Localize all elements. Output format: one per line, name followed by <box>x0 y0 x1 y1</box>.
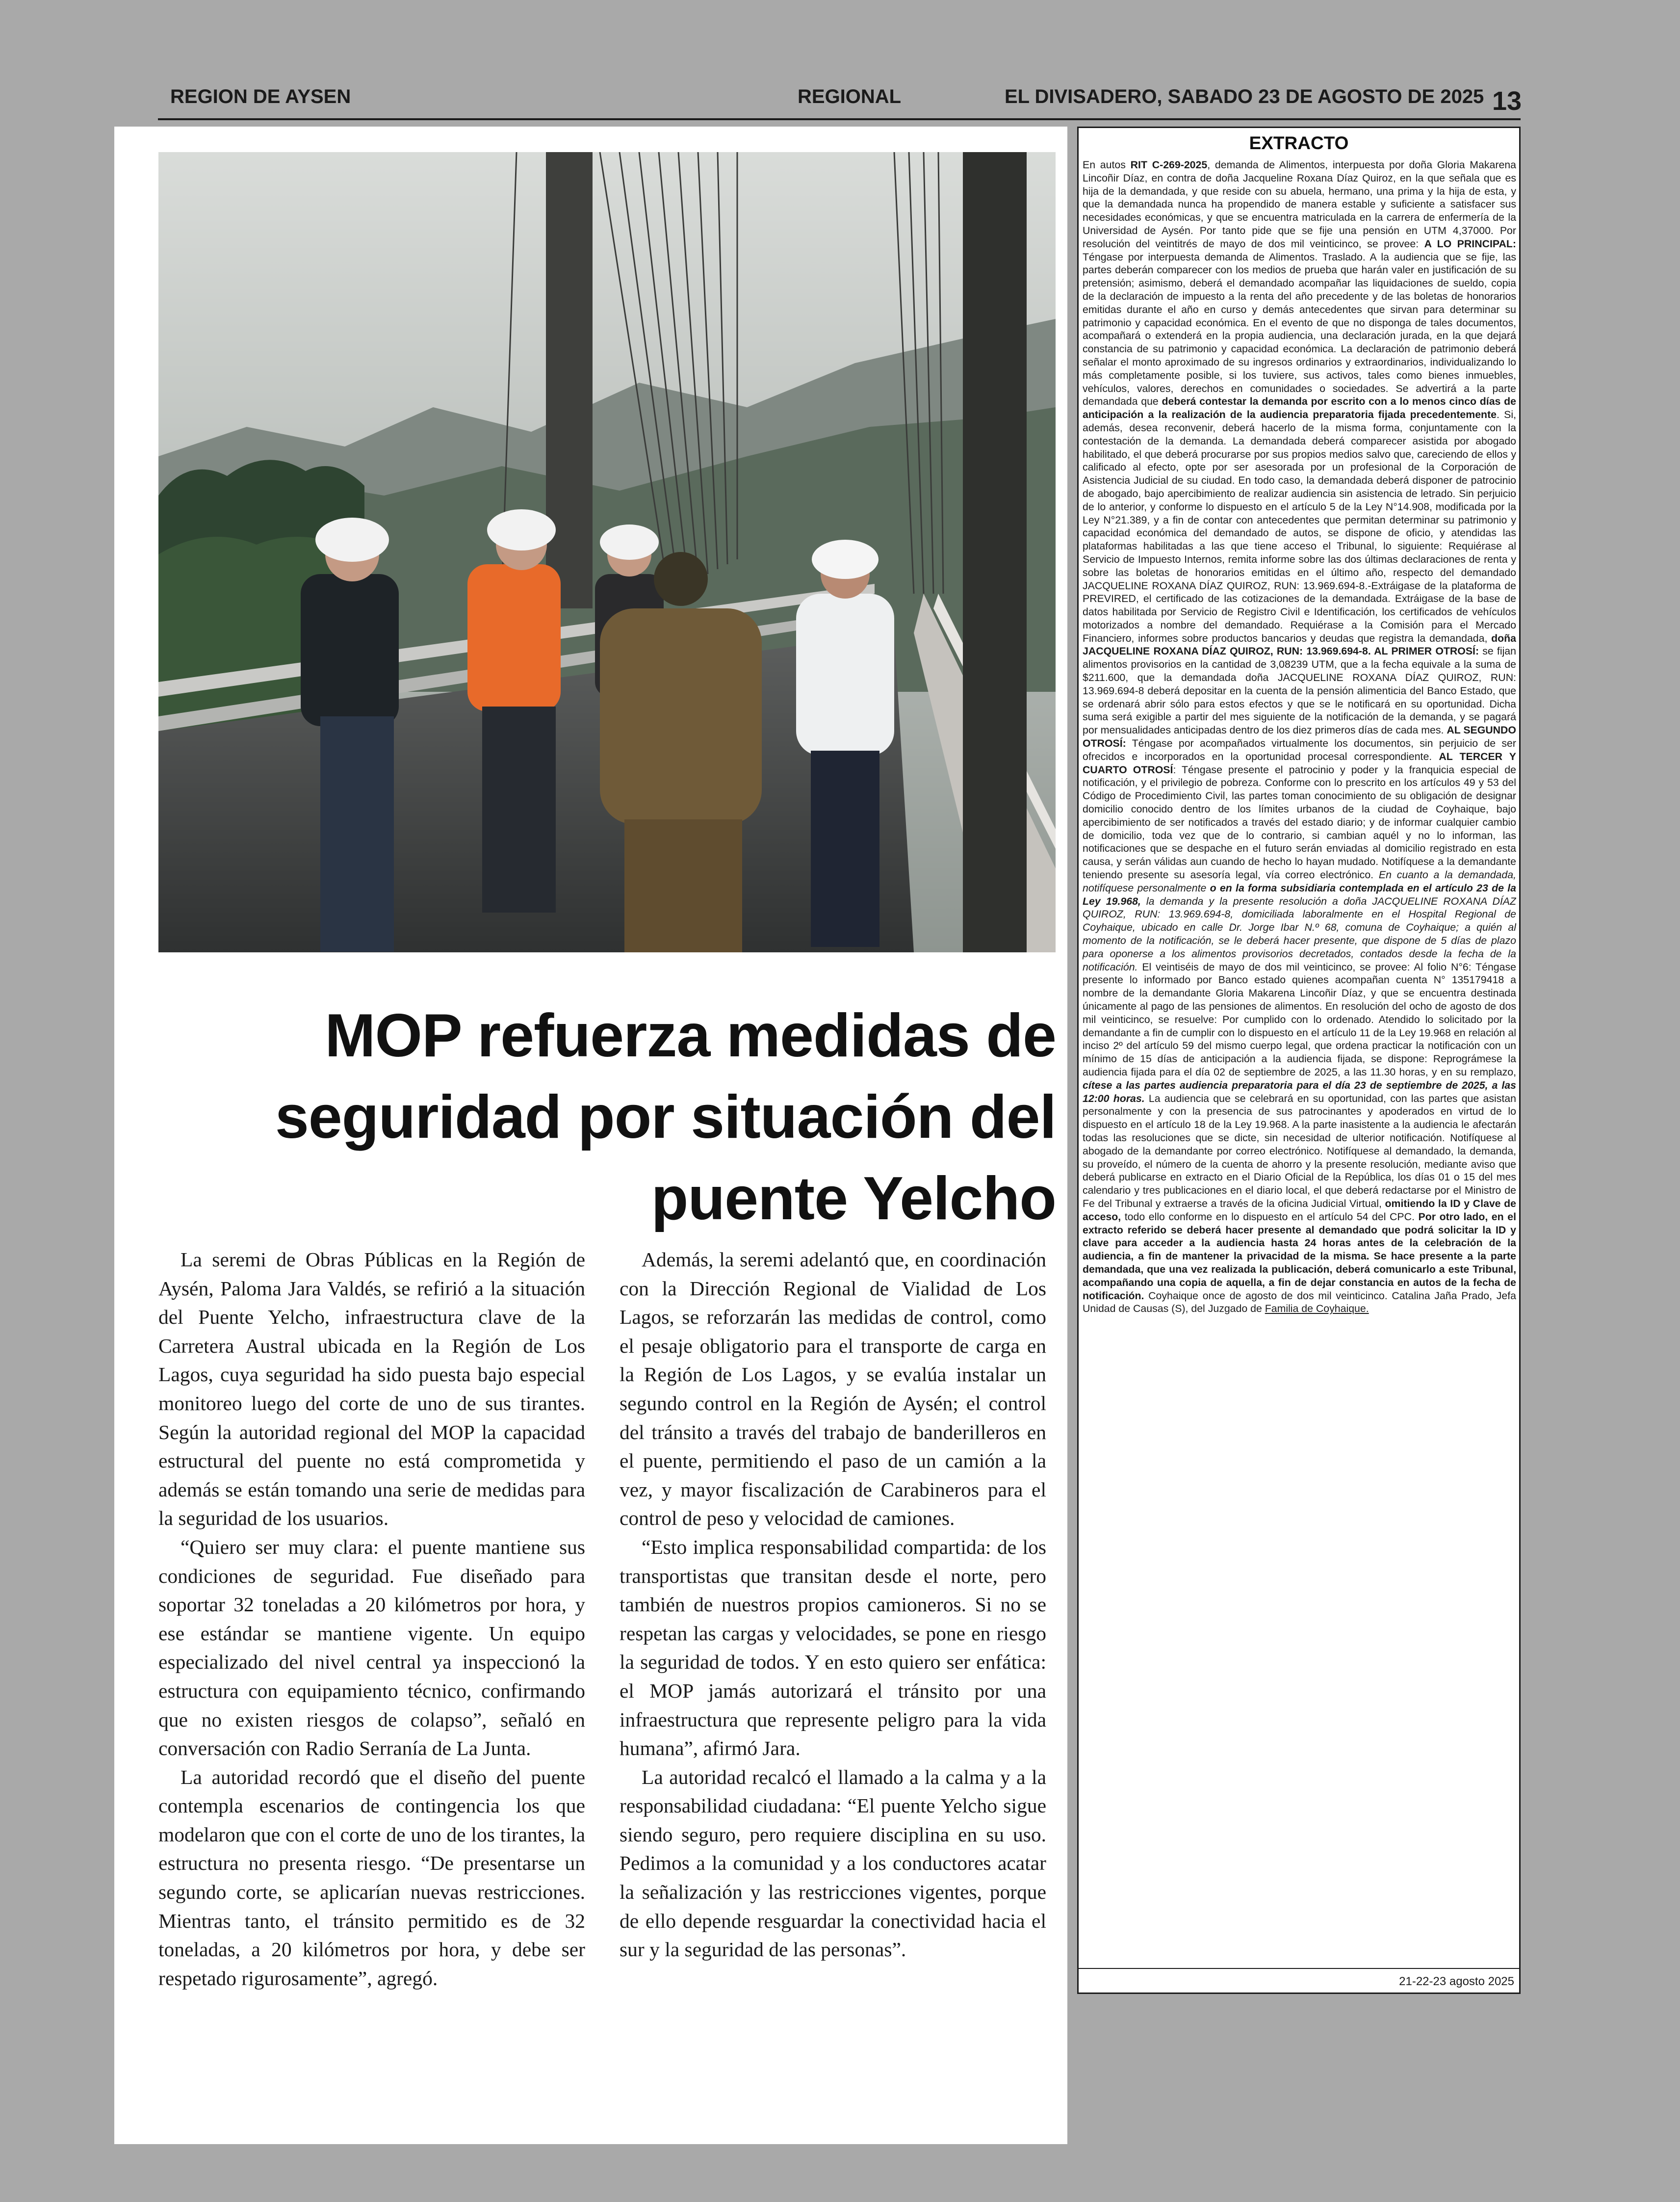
extracto-title: EXTRACTO <box>1249 133 1349 153</box>
paragraph: Además, la seremi adelantó que, en coordinación con la Dirección Regional de Vialidad de Los Lagos, se reforzarán las medidas de control, como el pesaje obligatorio para el transporte de carga en la Región de Los Lagos, y se evalúa instalar un segundo control en la Región de Aysén; el control del tránsito a través del trabajo de banderilleros en el puente, permitiendo el paso de un camión a la vez, y mayor fiscalización de Carabineros para el control de peso y velocidad de camiones. <box>620 1248 1046 1530</box>
page-number: 13 <box>1492 86 1522 116</box>
extracto-body <box>1083 158 1516 1935</box>
headline <box>188 995 1056 1239</box>
extracto-text-segment: Téngase por acompañados virtualmente los documentos, sin perjuicio de ser ofrecidos e incorporados en la oportunidad procesal correspondiente. <box>1083 737 1516 762</box>
article-column-1 <box>158 1245 585 1992</box>
extracto-rule <box>1079 1968 1519 1969</box>
page-header <box>157 86 1521 121</box>
extracto-text-segment: . Si, además, desea reconvenir, deberá hacerlo de la misma forma, conjuntamente con la contestación de la demanda. La demandada deberá comparecer asistida por abogado habilitado, el que deberá procurarse por sus propios medios salvo que, careciendo de ellos y calificado al efecto, opte por ser asesorada por un profesional de la Corporación de Asistencia Judicial de su ciudad. En todo caso, la demandada deberá disponer de patrocinio de abogado, bajo apercibimiento de realizar audiencia sin asistencia de letrado. Sin perjuicio de lo anterior, y conforme lo dispuesto en el artículo 5 de la Ley N°14.908, modificada por la Ley N°21.389, y a fin de contar con antecedentes que permitan determinar su patrimonio y capacidad económica del demandado de autos, se dispone de oficio, y atendidas las plataformas habilitadas a las que tiene acceso el Tribunal, lo siguiente: Requiérase al Servicio de Impuesto Internos, remita informe sobre las dos últimas declaraciones de renta y sobre las boletas de honorarios emitidas en el último año, respecto del demandado JACQUELINE ROXANA DÍAZ QUIROZ, RUN: 13.969.694-8.-Extráigase de la plataforma de PREVIRED, el certificado de las cotizaciones de la demandada. Extráigase de la base de datos habilitada por Servicio de Registro Civil e Identificación, los certificados de vehículos motorizados a nombre del demandado. Requiérase a la Comisión para el Mercado Financiero, informes sobre productos bancarios y deudas que registra la demandada, <box>1083 409 1516 644</box>
extracto-text-segment: omitiendo la ID y Clave de acceso, <box>1083 1197 1516 1223</box>
extracto-text-segment: Por otro lado, en el extracto referido se deberá hacer presente al demandado que podrá solicitar la ID y clave para acceder a la audiencia hasta 24 horas antes de la celebración de la audiencia, a fin de mantener la privacidad de la misma. Se hace presente a la parte demandada, que una vez realizada la publicación, deberá comunicarlo a este Tribunal, acompañando una copia de aquella, a fin de dejar constancia en autos de la fecha de notificación. <box>1083 1210 1516 1302</box>
headline-line-1: MOP refuerza medidas de <box>325 1002 1056 1070</box>
article-photo <box>158 152 1056 952</box>
extracto-text-segment: RIT C-269-2025 <box>1130 159 1208 171</box>
paragraph: “Esto implica responsabilidad compartida: de los transportistas que transitan desde el norte, pero también de nuestros propios camioneros. Si no se respetan las cargas y velocidades, se pone en riesgo la seguridad de todos. Y en esto quiero ser enfática: el MOP jamás autorizará el tránsito por una infraestructura que represente peligro para la vida humana”, afirmó Jara. <box>620 1535 1046 1760</box>
paragraph: La seremi de Obras Públicas en la Región de Aysén, Paloma Jara Valdés, se refirió a la situación del Puente Yelcho, infraestructura clave de la Carretera Austral ubicada en la Región de Los Lagos, cuya seguridad ha sido puesta bajo especial monitoreo luego del corte de uno de sus tirantes. Según la autoridad regional del MOP la capacidad estructural del puente no está comprometida y además se están tomando una serie de medidas para la seguridad de los usuarios. <box>158 1248 585 1530</box>
headline-line-3: puente Yelcho <box>651 1165 1056 1232</box>
extracto-text-segment: cítese a las partes audiencia preparatoria para el día 23 de septiembre de 2025, a las 12:00 horas. <box>1083 1079 1516 1104</box>
paragraph: La autoridad recalcó el llamado a la calma y a la responsabilidad ciudadana: “El puente Yelcho sigue siendo seguro, pero requiere disciplina en su uso. Pedimos a la comunidad y a los conductores acatar la señalización y las restricciones vigentes, porque de ello depende resguardar la conectividad hacia el sur y la seguridad de las personas”. <box>620 1765 1046 1961</box>
extracto-text-segment: o en la forma subsidiaria contemplada en el artículo 23 de la Ley 19.968, <box>1083 882 1516 907</box>
section-label: REGION DE AYSEN <box>170 86 351 107</box>
header-rule <box>158 118 1521 120</box>
extracto-text-segment: deberá contestar la demanda por escrito con a lo menos cinco días de anticipación a la realización de la audiencia preparatoria fijada precedentemente <box>1083 395 1516 421</box>
extracto-text-segment: AL TERCER Y CUARTO OTROSÍ <box>1083 750 1516 776</box>
bridge-photo-illustration <box>158 152 1056 952</box>
extracto-text-segment: La audiencia que se celebrará en su oportunidad, con las partes que asistan personalmente y con la presencia de sus patrocinantes y apoderados en virtud de lo dispuesto en el artículo 18 de la Ley 19.968. A la parte inasistente a la audiencia le afectarán todas las resoluciones que se dicte, sin necesidad de ulterior notificación. Notifíquese al abogado de la demandante por correo electrónico. Notifíquese al demandado, la demanda, su proveído, el número de la cuenta de ahorro y la presente resolución, mediante aviso que deberá publicarse en extracto en el Diario Oficial de la República, los días 01 o 15 del mes calendario y tres publicaciones en el diario local, el que deberá redactarse por el Ministro de Fe del Tribunal y extraerse a través de la oficina Judicial Virtual, <box>1083 1092 1516 1209</box>
extracto-text-segment: Familia de Coyhaique. <box>1265 1303 1369 1315</box>
extracto-text-segment: , demanda de Alimentos, interpuesta por doña Gloria Makarena Lincoñir Díaz, en contra de doña Jacqueline Roxana Díaz Quiroz, en la que señala que es hija de la demandada, y que reside con su abuela, hermano, una prima y la hija de esta, y que la demandada nunca ha propendido de manera estable y suficiente a satisfacer sus necesidades económicas, y que se encuentra matriculada en la carrera de enfermería de la Universidad de Aysén. Por tanto pide que se fije una pensión en UTM 4,37000. Por resolución del veintitrés de mayo de dos mil veinticinco, se provee: <box>1083 159 1516 250</box>
extracto-text-segment: Téngase por interpuesta demanda de Alimentos. Traslado. A la audiencia que se fije, las partes deberán comparecer con los medios de prueba que harán valer en justificación de su pretensión; asimismo, deberá el demandado acompañar las liquidaciones de sueldo, copia de la declaración de impuesto a la renta del año precedente y de las boletas de honorarios emitidas durante el año en curso y demás antecedentes que sirvan para determinar su patrimonio y capacidad económica. En el evento de que no disponga de tales documentos, acompañará o extenderá en la propia audiencia, una declaración jurada, en la que dejará constancia de su patrimonio y capacidad económica. La declaración de patrimonio deberá señalar el monto aproximado de su ingresos ordinarios y extraordinarios, individualizando lo más completamente posible, si los tuviere, sus activos, tales como bienes inmuebles, vehículos, valores, derechos en comunidades o sociedades. Se advertirá a la parte demandada que <box>1083 251 1516 408</box>
extracto-text-segment: Coyhaique once de agosto de dos mil veinticinco. Catalina Jaña Prado, Jefa Unidad de Causas (S), del Juzgado de <box>1083 1289 1516 1315</box>
extracto-text-segment: AL SEGUNDO OTROSÍ: <box>1083 724 1516 750</box>
extracto-text-segment: se fijan alimentos provisorios en la cantidad de 3,08239 UTM, que a la fecha equivale a la suma de $211.600, que la demandada doña JACQUELINE ROXANA DÍAZ QUIROZ, RUN: 13.969.694-8 deberá depositar en la cuenta de la pensión alimenticia del Banco Estado, que se ordenará abrir sólo para estos efectos y que se le notificará en su oportunidad. Dicha suma será exigible a partir del mes siguiente de la notificación de la demanda, y se pagará por mensualidades anticipadas dentro de los diez primeros días de cada mes. <box>1083 645 1516 736</box>
extracto-text-segment: la demanda y la presente resolución a doña JACQUELINE ROXANA DÍAZ QUIROZ, RUN: 13.969.694-8, domiciliada laboralmente en el Hospital Regional de Coyhaique, ubicado en calle Dr. Jorge Ibar N.º 68, comuna de Coyhaique; a quién al momento de la notificación, se le deberá hacer presente, que dispone de 5 días de plazo para oponerse a los alimentos provisorios decretados, contados desde la fecha de la notificación. <box>1083 895 1516 973</box>
extracto-text-segment: A LO PRINCIPAL: <box>1424 237 1516 250</box>
extracto-text-segment: El veintiséis de mayo de dos mil veinticinco, se provee: Al folio N°6: Téngase presente lo informado por Banco estado quienes acompañan cuenta N° 135179418 a nombre de la demandante Gloria Makarena Lincoñir Díaz, y que se encuentra destinada únicamente al pago de las pensiones de alimentos. En resolución del ocho de agosto de dos mil veinticinco, se resuelve: Por cumplido con lo ordenado. Atendido lo solicitado por la demandante a fin de cumplir con lo dispuesto en el artículo 11 de la Ley 19.968 en relación al inciso 2º del artículo 59 del mismo cuerpo legal, que ordena practicar la notificación con un mínimo de 15 días de anticipación a la audiencia fijada, se dispone: Reprográmese la audiencia fijada para el día 02 de septiembre de 2025, a las 11.30 horas, y en su remplazo, <box>1083 961 1516 1078</box>
paragraph: La autoridad recordó que el diseño del puente contempla escenarios de contingencia los que modelaron que con el corte de uno de los tirantes, la estructura no presenta riesgo. “De presentarse un segundo corte, se aplicarían nuevas restricciones. Mientras tanto, el tránsito permitido es de 32 toneladas, a 20 kilómetros por hora, y debe ser respetado rigurosamente”, agregó. <box>158 1765 585 1990</box>
article-column-2 <box>620 1245 1046 1964</box>
extracto-text-segment: doña JACQUELINE ROXANA DÍAZ QUIROZ, RUN: 13.969.694-8. AL PRIMER OTROSÍ: <box>1083 632 1516 657</box>
extracto-text-segment: En cuanto a la demandada, notifíquese personalmente <box>1083 869 1516 894</box>
article-panel <box>114 127 1067 2144</box>
extracto-text-segment: : Téngase presente el patrocinio y poder y la franquicia especial de notificación, y el privilegio de pobreza. Conforme con lo prescrito en los artículos 49 y 53 del Código de Procedimiento Civil, las partes toman conocimiento de su obligación de designar domicilio conocido dentro de los límites urbanos de la ciudad de Coyhaique, bajo apercibimiento de ser notificados a través del estado diario; y de informar cualquier cambio de domicilio, toda vez que de lo contrario, si cambian aquél y no lo informan, las notificaciones que se despache en el futuro serán enviadas al domicilio registrado en esta causa, y serán válidas aun cuando de hecho lo hayan mudado. Notifíquese a la demandante teniendo presente su asesoría legal, vía correo electrónico. <box>1083 763 1516 881</box>
publication-date: EL DIVISADERO, SABADO 23 DE AGOSTO DE 2025 <box>1005 86 1484 107</box>
headline-line-2: seguridad por situación del <box>275 1083 1056 1151</box>
category-label: REGIONAL <box>798 86 902 107</box>
extracto-text-segment: todo ello conforme en lo dispuesto en el artículo 54 del CPC. <box>1121 1210 1419 1223</box>
legal-notice-extracto <box>1077 127 1521 1994</box>
extracto-publication-dates: 21-22-23 agosto 2025 <box>1399 1975 1514 1988</box>
paragraph: “Quiero ser muy clara: el puente mantiene sus condiciones de seguridad. Fue diseñado para soportar 32 toneladas a 20 kilómetros por hora, y ese estándar se mantiene vigente. Un equipo especializado del nivel central ya inspeccionó la estructura con equipamiento técnico, confirmando que no existen riesgos de colapso”, señaló en conversación con Radio Serranía de La Junta. <box>158 1535 585 1760</box>
extracto-text-segment: En autos <box>1083 159 1131 171</box>
